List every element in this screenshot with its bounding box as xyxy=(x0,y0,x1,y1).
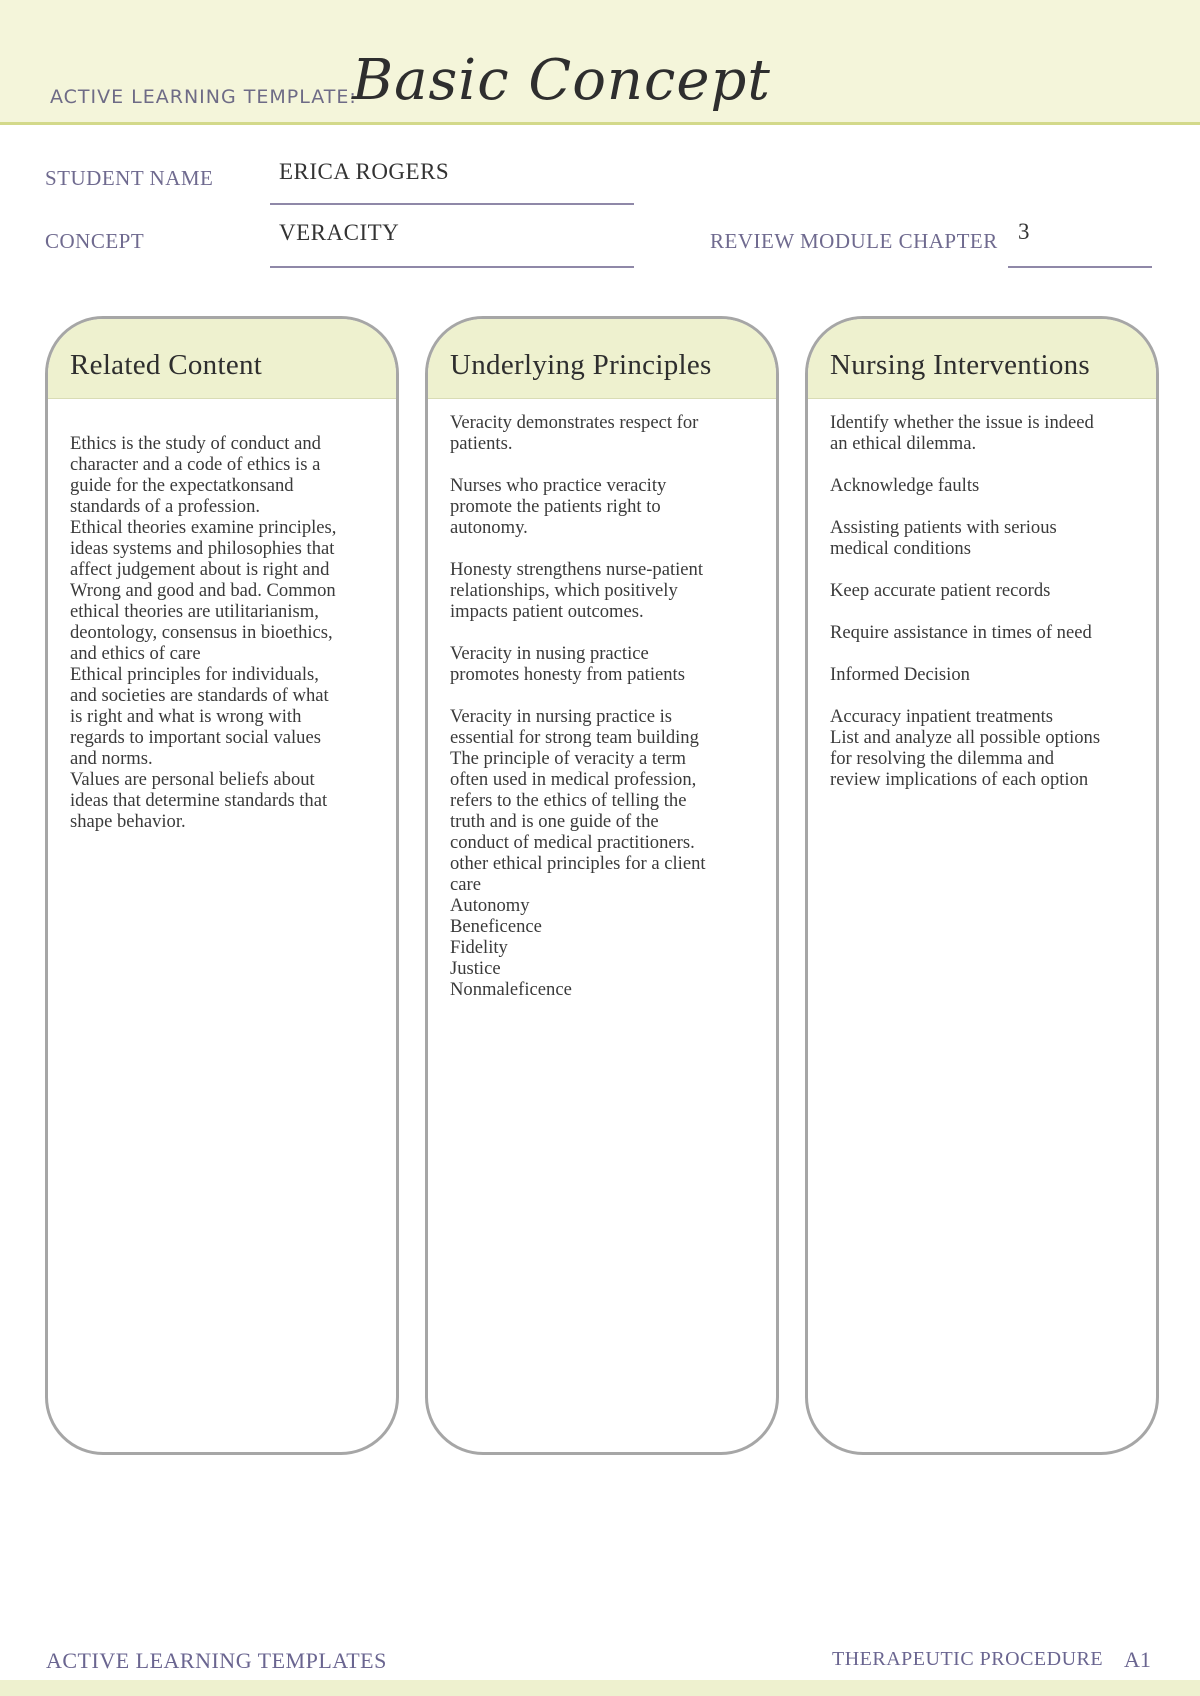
text-line: ideas systems and philosophies that xyxy=(70,538,335,559)
intervention-paragraph xyxy=(830,622,1138,643)
text-line: Ethical principles for individuals, xyxy=(70,664,319,685)
text-line: Veracity in nusing practice xyxy=(450,643,649,664)
text-line: impacts patient outcomes. xyxy=(450,601,644,622)
text-line: review implications of each option xyxy=(830,769,1089,790)
underlying-principles-header xyxy=(428,319,776,399)
student-name-value: ERICA ROGERS xyxy=(279,159,450,184)
text-line: Keep accurate patient records xyxy=(830,580,1051,601)
intervention-paragraph xyxy=(830,580,1138,601)
principle-paragraph xyxy=(450,475,758,538)
underlying-principles-panel xyxy=(425,316,779,1455)
text-line: truth and is one guide of the xyxy=(450,811,659,832)
text-line: Values are personal beliefs about xyxy=(70,769,315,790)
text-line: affect judgement about is right and xyxy=(70,559,330,580)
principle-paragraph xyxy=(450,559,758,622)
nursing-interventions-panel xyxy=(805,316,1159,1455)
text-line: ideas that determine standards that xyxy=(70,790,328,811)
text-line: Autonomy xyxy=(450,895,530,916)
text-line: and norms. xyxy=(70,748,153,769)
text-line: regards to important social values xyxy=(70,727,321,748)
intervention-paragraph xyxy=(830,412,1138,454)
text-line: care xyxy=(450,874,481,895)
text-line: promotes honesty from patients xyxy=(450,664,685,685)
text-line: Beneficence xyxy=(450,916,542,937)
text-line: Veracity in nursing practice is xyxy=(450,706,673,727)
text-line: ethical theories are utilitarianism, xyxy=(70,601,319,622)
chapter-value: 3 xyxy=(1018,219,1030,244)
related-content-panel xyxy=(45,316,399,1455)
nursing-interventions-title: Nursing Interventions xyxy=(830,349,1091,381)
text-line: Honesty strengthens nurse-patient xyxy=(450,559,704,580)
text-line: Identify whether the issue is indeed xyxy=(830,412,1094,433)
text-line: shape behavior. xyxy=(70,811,186,832)
text-line: patients. xyxy=(450,433,513,454)
text-line: for resolving the dilemma and xyxy=(830,748,1055,769)
related-content-body xyxy=(48,399,396,832)
student-name-underline xyxy=(270,203,634,205)
text-line: The principle of veracity a term xyxy=(450,748,686,769)
footer-series-label: ACTIVE LEARNING TEMPLATES xyxy=(46,1648,387,1673)
text-line: Ethical theories examine principles, xyxy=(70,517,337,538)
text-line: character and a code of ethics is a xyxy=(70,454,321,475)
text-line: essential for strong team building xyxy=(450,727,699,748)
text-line: and ethics of care xyxy=(70,643,201,664)
text-line: guide for the expectatkonsand xyxy=(70,475,294,496)
nursing-interventions-header xyxy=(808,319,1156,399)
concept-value: VERACITY xyxy=(279,220,400,245)
intervention-paragraph xyxy=(830,706,1138,790)
text-line: Assisting patients with serious xyxy=(830,517,1057,538)
text-line: standards of a profession. xyxy=(70,496,261,517)
text-line: Justice xyxy=(450,958,501,979)
student-name-label: STUDENT NAME xyxy=(45,166,214,190)
intervention-paragraph xyxy=(830,664,1138,685)
text-line: is right and what is wrong with xyxy=(70,706,302,727)
chapter-underline xyxy=(1008,266,1152,268)
text-line: Acknowledge faults xyxy=(830,475,980,496)
footer-category-label: THERAPEUTIC PROCEDURE xyxy=(832,1648,1104,1670)
text-line: Nurses who practice veracity xyxy=(450,475,667,496)
principle-paragraph xyxy=(450,412,758,454)
chapter-label: REVIEW MODULE CHAPTER xyxy=(710,229,998,253)
page-title: Basic Concept xyxy=(352,48,771,113)
text-line: medical conditions xyxy=(830,538,971,559)
text-line: and societies are standards of what xyxy=(70,685,329,706)
related-content-header xyxy=(48,319,396,399)
text-line: autonomy. xyxy=(450,517,528,538)
footer-band xyxy=(0,1680,1200,1696)
principle-paragraph xyxy=(450,706,758,1000)
text-line: List and analyze all possible options xyxy=(830,727,1101,748)
text-line: Accuracy inpatient treatments xyxy=(830,706,1054,727)
concept-label: CONCEPT xyxy=(45,229,145,253)
text-line: deontology, consensus in bioethics, xyxy=(70,622,333,643)
text-line: conduct of medical practitioners. xyxy=(450,832,695,853)
text-line: refers to the ethics of telling the xyxy=(450,790,687,811)
intervention-paragraph xyxy=(830,475,1138,496)
text-line: other ethical principles for a client xyxy=(450,853,706,874)
text-line: Require assistance in times of need xyxy=(830,622,1092,643)
text-line: an ethical dilemma. xyxy=(830,433,977,454)
concept-underline xyxy=(270,266,634,268)
underlying-principles-body xyxy=(428,399,776,1000)
intervention-paragraph xyxy=(830,517,1138,559)
related-content-title: Related Content xyxy=(70,349,263,381)
text-line: promote the patients right to xyxy=(450,496,661,517)
footer-page-number: A1 xyxy=(1124,1647,1151,1672)
underlying-principles-title: Underlying Principles xyxy=(450,349,712,381)
text-line: Nonmaleficence xyxy=(450,979,572,1000)
text-line: Informed Decision xyxy=(830,664,970,685)
text-line: Veracity demonstrates respect for xyxy=(450,412,699,433)
nursing-interventions-body xyxy=(808,399,1156,790)
text-line: Wrong and good and bad. Common xyxy=(70,580,336,601)
text-line: relationships, which positively xyxy=(450,580,678,601)
text-line: Fidelity xyxy=(450,937,508,958)
principle-paragraph xyxy=(450,643,758,685)
header-band xyxy=(0,0,1200,125)
template-label: ACTIVE LEARNING TEMPLATE: xyxy=(50,86,357,108)
text-line: often used in medical profession, xyxy=(450,769,697,790)
text-line: Ethics is the study of conduct and xyxy=(70,433,321,454)
